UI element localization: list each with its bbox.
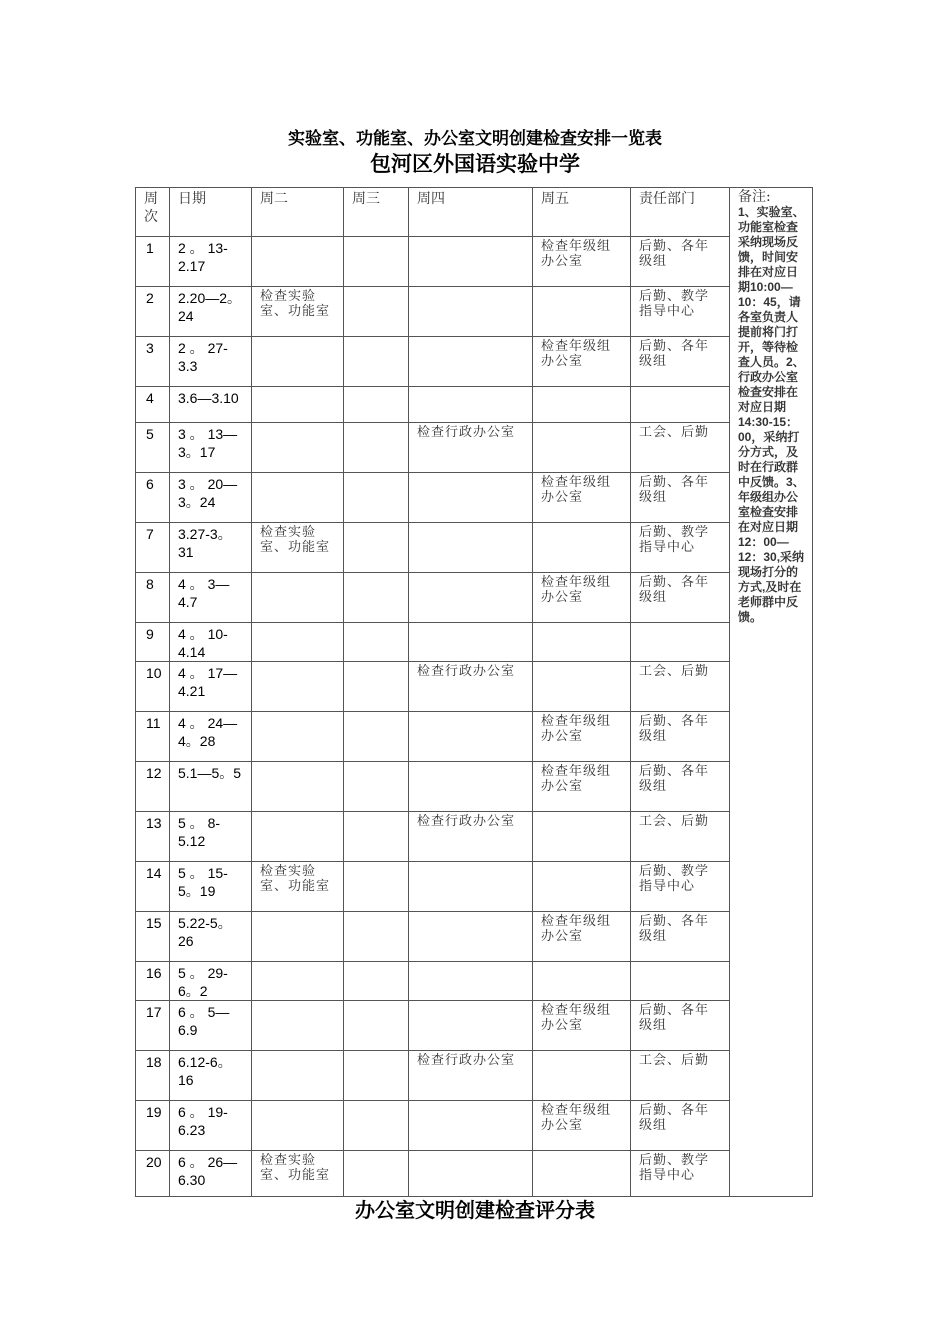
thursday-cell: 检查行政办公室 xyxy=(409,423,533,473)
week-cell: 11 xyxy=(136,712,170,762)
week-cell: 6 xyxy=(136,473,170,523)
thursday-cell xyxy=(409,337,533,387)
department-cell: 后勤、教学指导中心 xyxy=(631,287,730,337)
wednesday-cell xyxy=(344,573,409,623)
thursday-cell xyxy=(409,1151,533,1197)
table-row xyxy=(136,762,813,812)
table-row xyxy=(136,1101,813,1151)
thursday-cell xyxy=(409,523,533,573)
date-cell: 5 。 15-5。19 xyxy=(170,862,252,912)
friday-cell: 检查年级组办公室 xyxy=(533,573,631,623)
table-row xyxy=(136,623,813,662)
wednesday-cell xyxy=(344,523,409,573)
date-cell: 4 。 17—4.21 xyxy=(170,662,252,712)
table-row xyxy=(136,862,813,912)
document-title: 实验室、功能室、办公室文明创建检查安排一览表 xyxy=(288,129,662,149)
date-cell: 3.6—3.10 xyxy=(170,387,252,423)
table-row xyxy=(136,387,813,423)
tuesday-cell: 检查实验室、功能室 xyxy=(252,287,344,337)
date-cell: 4 。 10-4.14 xyxy=(170,623,252,662)
friday-cell xyxy=(533,623,631,662)
week-cell: 15 xyxy=(136,912,170,962)
department-cell: 后勤、各年级组 xyxy=(631,473,730,523)
tuesday-cell xyxy=(252,623,344,662)
wednesday-cell xyxy=(344,387,409,423)
table-row xyxy=(136,523,813,573)
department-cell: 后勤、各年级组 xyxy=(631,1001,730,1051)
department-cell: 工会、后勤 xyxy=(631,812,730,862)
friday-cell xyxy=(533,1051,631,1101)
date-cell: 6 。 19-6.23 xyxy=(170,1101,252,1151)
tuesday-cell xyxy=(252,1101,344,1151)
department-cell: 后勤、教学指导中心 xyxy=(631,523,730,573)
wednesday-cell xyxy=(344,1051,409,1101)
tuesday-cell: 检查实验室、功能室 xyxy=(252,1151,344,1197)
week-cell: 20 xyxy=(136,1151,170,1197)
week-cell: 4 xyxy=(136,387,170,423)
week-cell: 8 xyxy=(136,573,170,623)
tuesday-cell xyxy=(252,912,344,962)
notes-body: 1、实验室、功能室检查采纳现场反馈，时间安排在对应日期10:00—10：45，请各室负责人提前将门打开，等待检查人员。2、行政办公室检查安排在对应日期14:30-15：00，采纳打分方式，及时在行政群中反馈。3、年级组办公室检查安排在对应日期12：00—12：30,采纳现场打分的方式,及时在老师群中反馈。 xyxy=(738,205,805,624)
friday-cell: 检查年级组办公室 xyxy=(533,473,631,523)
wednesday-cell xyxy=(344,237,409,287)
scoring-table-title: 办公室文明创建检查评分表 xyxy=(355,1198,595,1222)
friday-cell: 检查年级组办公室 xyxy=(533,912,631,962)
table-row xyxy=(136,1151,813,1197)
tuesday-cell xyxy=(252,573,344,623)
table-row xyxy=(136,962,813,1001)
date-cell: 3 。 13—3。17 xyxy=(170,423,252,473)
table-row xyxy=(136,1001,813,1051)
date-cell: 6 。 5—6.9 xyxy=(170,1001,252,1051)
date-cell: 5.22-5。26 xyxy=(170,912,252,962)
thursday-cell xyxy=(409,237,533,287)
header-cell: 周五 xyxy=(533,188,631,237)
table-row xyxy=(136,237,813,287)
table-row xyxy=(136,1051,813,1101)
tuesday-cell: 检查实验室、功能室 xyxy=(252,862,344,912)
week-cell: 7 xyxy=(136,523,170,573)
notes-cell xyxy=(730,188,813,1197)
department-cell: 后勤、各年级组 xyxy=(631,237,730,287)
department-cell: 后勤、各年级组 xyxy=(631,1101,730,1151)
friday-cell xyxy=(533,1151,631,1197)
table-row xyxy=(136,287,813,337)
header-cell: 周四 xyxy=(409,188,533,237)
week-cell: 1 xyxy=(136,237,170,287)
wednesday-cell xyxy=(344,912,409,962)
week-cell: 9 xyxy=(136,623,170,662)
department-cell: 后勤、教学指导中心 xyxy=(631,862,730,912)
department-cell: 后勤、各年级组 xyxy=(631,762,730,812)
week-cell: 10 xyxy=(136,662,170,712)
date-cell: 3 。 20—3。24 xyxy=(170,473,252,523)
header-cell: 周二 xyxy=(252,188,344,237)
notes-heading: 备注: xyxy=(738,189,771,205)
thursday-cell: 检查行政办公室 xyxy=(409,812,533,862)
thursday-cell xyxy=(409,1101,533,1151)
date-cell: 4 。 24—4。28 xyxy=(170,712,252,762)
week-cell: 5 xyxy=(136,423,170,473)
tuesday-cell xyxy=(252,337,344,387)
friday-cell: 检查年级组办公室 xyxy=(533,712,631,762)
tuesday-cell xyxy=(252,662,344,712)
thursday-cell xyxy=(409,473,533,523)
thursday-cell xyxy=(409,762,533,812)
date-cell: 5 。 29-6。2 xyxy=(170,962,252,1001)
table-row xyxy=(136,912,813,962)
date-cell: 5 。 8-5.12 xyxy=(170,812,252,862)
wednesday-cell xyxy=(344,1151,409,1197)
friday-cell xyxy=(533,862,631,912)
date-cell: 2 。 27-3.3 xyxy=(170,337,252,387)
thursday-cell xyxy=(409,287,533,337)
friday-cell: 检查年级组办公室 xyxy=(533,1001,631,1051)
thursday-cell: 检查行政办公室 xyxy=(409,1051,533,1101)
wednesday-cell xyxy=(344,862,409,912)
wednesday-cell xyxy=(344,287,409,337)
date-cell: 2.20—2。24 xyxy=(170,287,252,337)
table-row xyxy=(136,662,813,712)
date-cell: 4 。 3—4.7 xyxy=(170,573,252,623)
table-row xyxy=(136,337,813,387)
header-cell: 责任部门 xyxy=(631,188,730,237)
department-cell: 工会、后勤 xyxy=(631,1051,730,1101)
friday-cell xyxy=(533,812,631,862)
thursday-cell xyxy=(409,623,533,662)
tuesday-cell xyxy=(252,812,344,862)
wednesday-cell xyxy=(344,1001,409,1051)
header-cell: 周次 xyxy=(136,188,170,237)
wednesday-cell xyxy=(344,473,409,523)
tuesday-cell xyxy=(252,762,344,812)
tuesday-cell xyxy=(252,473,344,523)
friday-cell: 检查年级组办公室 xyxy=(533,337,631,387)
tuesday-cell xyxy=(252,423,344,473)
department-cell: 后勤、教学指导中心 xyxy=(631,1151,730,1197)
tuesday-cell xyxy=(252,962,344,1001)
friday-cell xyxy=(533,423,631,473)
week-cell: 16 xyxy=(136,962,170,1001)
tuesday-cell xyxy=(252,237,344,287)
wednesday-cell xyxy=(344,712,409,762)
thursday-cell xyxy=(409,1001,533,1051)
week-cell: 2 xyxy=(136,287,170,337)
tuesday-cell xyxy=(252,1001,344,1051)
department-cell: 后勤、各年级组 xyxy=(631,337,730,387)
department-cell: 后勤、各年级组 xyxy=(631,712,730,762)
wednesday-cell xyxy=(344,1101,409,1151)
week-cell: 17 xyxy=(136,1001,170,1051)
wednesday-cell xyxy=(344,812,409,862)
table-row xyxy=(136,812,813,862)
date-cell: 6 。 26—6.30 xyxy=(170,1151,252,1197)
friday-cell: 检查年级组办公室 xyxy=(533,237,631,287)
thursday-cell xyxy=(409,912,533,962)
week-cell: 12 xyxy=(136,762,170,812)
week-cell: 18 xyxy=(136,1051,170,1101)
wednesday-cell xyxy=(344,337,409,387)
friday-cell xyxy=(533,962,631,1001)
week-cell: 3 xyxy=(136,337,170,387)
wednesday-cell xyxy=(344,762,409,812)
tuesday-cell xyxy=(252,712,344,762)
week-cell: 19 xyxy=(136,1101,170,1151)
table-row xyxy=(136,423,813,473)
friday-cell xyxy=(533,523,631,573)
wednesday-cell xyxy=(344,962,409,1001)
department-cell xyxy=(631,962,730,1001)
thursday-cell: 检查行政办公室 xyxy=(409,662,533,712)
date-cell: 6.12-6。16 xyxy=(170,1051,252,1101)
date-cell: 2 。 13-2.17 xyxy=(170,237,252,287)
thursday-cell xyxy=(409,387,533,423)
department-cell xyxy=(631,623,730,662)
tuesday-cell: 检查实验室、功能室 xyxy=(252,523,344,573)
week-cell: 14 xyxy=(136,862,170,912)
thursday-cell xyxy=(409,862,533,912)
wednesday-cell xyxy=(344,623,409,662)
schedule-table xyxy=(135,187,813,1197)
department-cell: 工会、后勤 xyxy=(631,662,730,712)
friday-cell: 检查年级组办公室 xyxy=(533,762,631,812)
department-cell: 后勤、各年级组 xyxy=(631,573,730,623)
department-cell: 后勤、各年级组 xyxy=(631,912,730,962)
thursday-cell xyxy=(409,573,533,623)
date-cell: 3.27-3。31 xyxy=(170,523,252,573)
header-cell: 日期 xyxy=(170,188,252,237)
header-row xyxy=(136,188,813,237)
friday-cell: 检查年级组办公室 xyxy=(533,1101,631,1151)
friday-cell xyxy=(533,662,631,712)
week-cell: 13 xyxy=(136,812,170,862)
tuesday-cell xyxy=(252,1051,344,1101)
header-cell: 周三 xyxy=(344,188,409,237)
thursday-cell xyxy=(409,712,533,762)
table-row xyxy=(136,573,813,623)
wednesday-cell xyxy=(344,662,409,712)
tuesday-cell xyxy=(252,387,344,423)
wednesday-cell xyxy=(344,423,409,473)
table-row xyxy=(136,712,813,762)
friday-cell xyxy=(533,287,631,337)
department-cell: 工会、后勤 xyxy=(631,423,730,473)
friday-cell xyxy=(533,387,631,423)
thursday-cell xyxy=(409,962,533,1001)
department-cell xyxy=(631,387,730,423)
school-name: 包河区外国语实验中学 xyxy=(370,151,580,176)
date-cell: 5.1—5。5 xyxy=(170,762,252,812)
table-row xyxy=(136,473,813,523)
